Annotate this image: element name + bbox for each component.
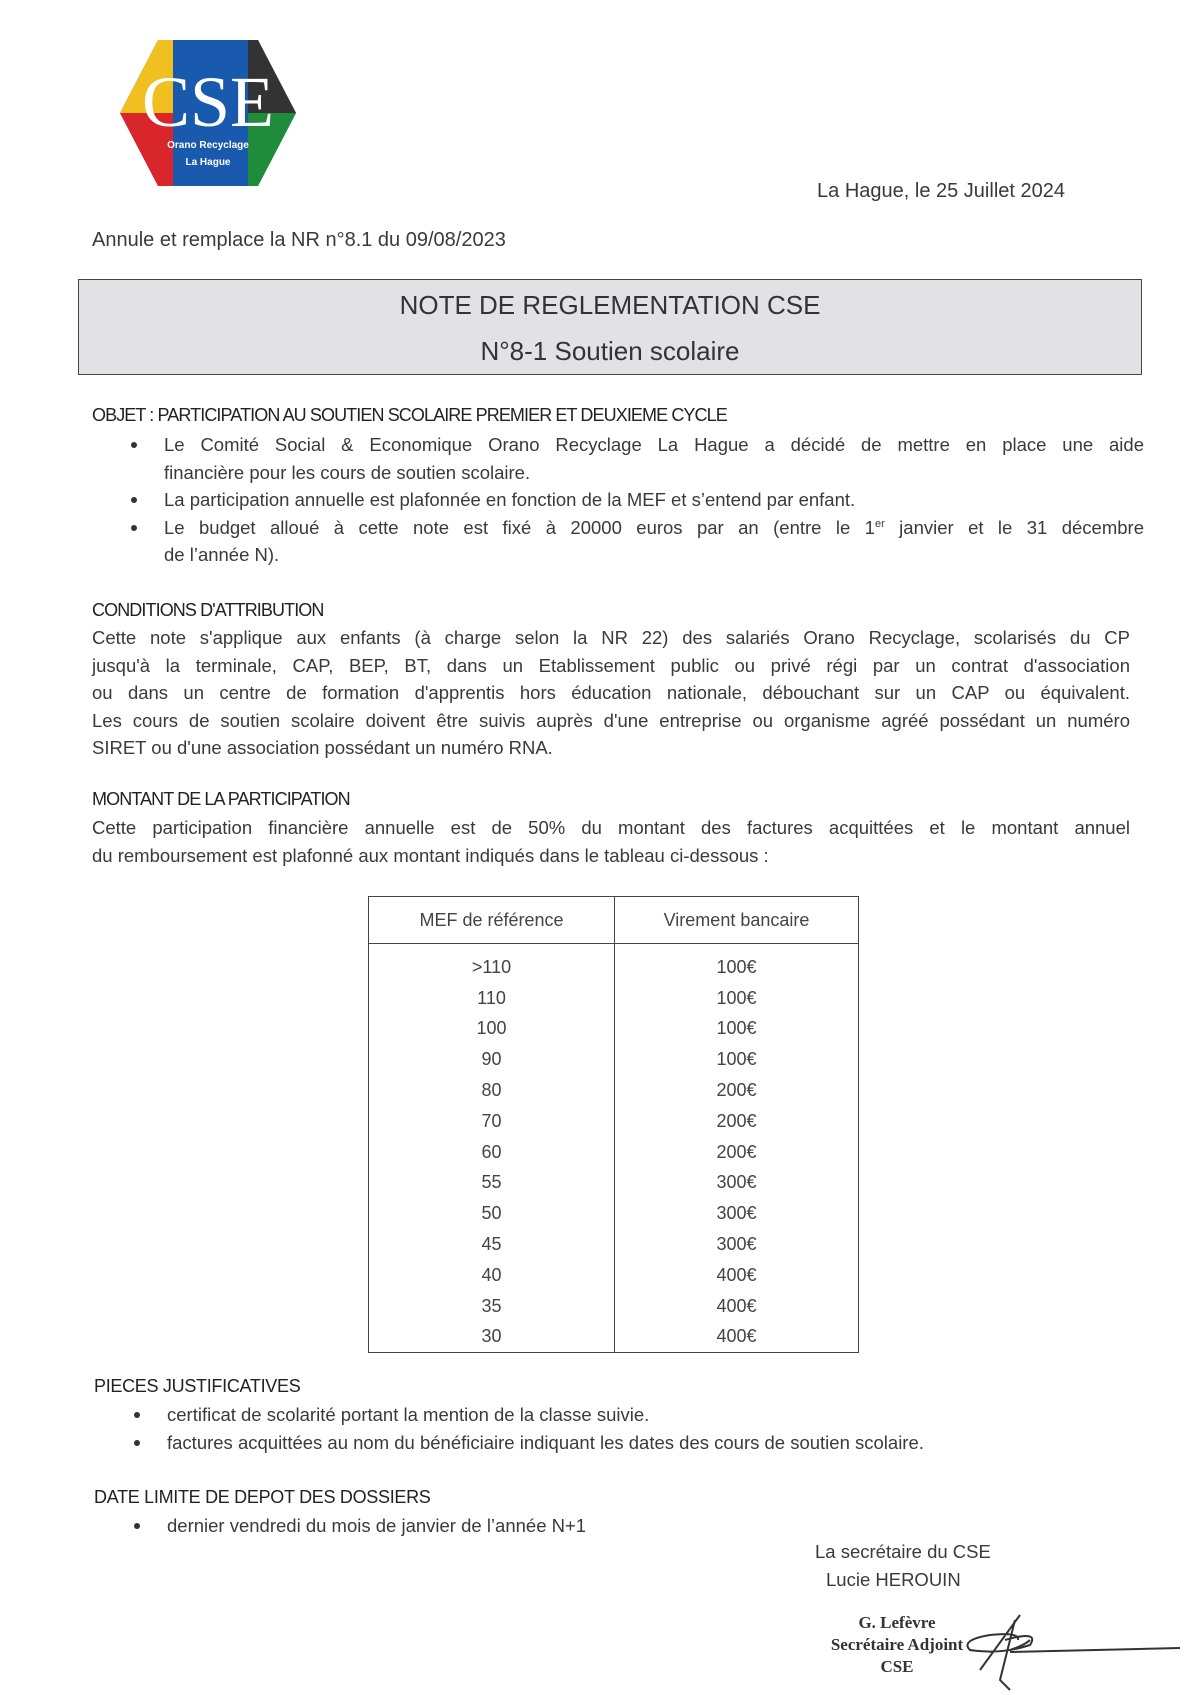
table-row	[369, 1322, 859, 1353]
table-row	[369, 1168, 859, 1199]
mef-cell: 70	[369, 1106, 615, 1137]
mef-cell: >110	[369, 944, 615, 983]
amount-cell: 400€	[615, 1322, 859, 1353]
table-row	[369, 983, 859, 1014]
mef-cell: 100	[369, 1014, 615, 1045]
objet-heading: OBJET : PARTICIPATION AU SOUTIEN SCOLAIRE PREMIER ET DEUXIEME CYCLE	[92, 405, 727, 425]
amount-cell: 100€	[615, 1014, 859, 1045]
bullet-icon	[134, 1523, 140, 1529]
title-box	[78, 279, 1142, 375]
amount-cell: 400€	[615, 1260, 859, 1291]
mef-cell: 110	[369, 983, 615, 1014]
svg-text:La Hague: La Hague	[185, 157, 231, 168]
list-item: Le Comité Social & Economique Orano Recyclage La Hague a décidé de mettre en place une aide financière pour les cours de soutien scolaire.	[164, 431, 1144, 486]
mef-cell: 30	[369, 1322, 615, 1353]
list-item: certificat de scolarité portant la mention de la classe suivie.	[167, 1401, 1147, 1429]
logo-text: CSE	[141, 62, 275, 142]
mef-cell: 35	[369, 1291, 615, 1322]
bullet-icon	[131, 525, 137, 531]
amount-cell: 300€	[615, 1168, 859, 1199]
column-header: MEF de référence	[369, 897, 615, 944]
replaces-note: Annule et remplace la NR n°8.1 du 09/08/2023	[92, 229, 506, 251]
participation-table	[368, 896, 859, 1353]
deadline-list	[167, 1512, 1147, 1540]
secretary-title: La secrétaire du CSE	[815, 1541, 991, 1562]
handwritten-signature	[960, 1610, 1190, 1695]
table-row	[369, 1260, 859, 1291]
bullet-icon	[131, 497, 137, 503]
list-item: Le budget alloué à cette note est fixé à 20000 euros par an (entre le 1er janvier et le 31 décembre de l’année N).	[164, 514, 1144, 569]
title-line-2: N°8-1 Soutien scolaire	[480, 336, 740, 366]
pieces-list	[167, 1401, 1147, 1456]
amount-cell: 300€	[615, 1229, 859, 1260]
mef-cell: 45	[369, 1229, 615, 1260]
table-row	[369, 1198, 859, 1229]
list-item: factures acquittées au nom du bénéficiaire indiquant les dates des cours de soutien scolaire.	[167, 1429, 1147, 1457]
column-header: Virement bancaire	[615, 897, 859, 944]
table-row	[369, 1137, 859, 1168]
amount-cell: 400€	[615, 1291, 859, 1322]
objet-bullets	[164, 431, 1144, 569]
table-row	[369, 1075, 859, 1106]
bullet-icon	[134, 1412, 140, 1418]
document-date: La Hague, le 25 Juillet 2024	[817, 180, 1065, 202]
mef-cell: 90	[369, 1044, 615, 1075]
bullet-icon	[131, 442, 137, 448]
mef-cell: 50	[369, 1198, 615, 1229]
amount-cell: 100€	[615, 983, 859, 1014]
montant-heading: MONTANT DE LA PARTICIPATION	[92, 789, 350, 809]
mef-cell: 55	[369, 1168, 615, 1199]
deadline-heading: DATE LIMITE DE DEPOT DES DOSSIERS	[94, 1487, 431, 1507]
table-row	[369, 944, 859, 983]
title-line-1: NOTE DE REGLEMENTATION CSE	[399, 290, 821, 320]
list-item: La participation annuelle est plafonnée en fonction de la MEF et s’entend par enfant.	[164, 486, 1144, 514]
signature-stamp: G. Lefèvre Secrétaire Adjoint CSE	[830, 1613, 964, 1676]
table-row	[369, 1106, 859, 1137]
cse-logo	[118, 38, 298, 188]
amount-cell: 100€	[615, 1044, 859, 1075]
table-row	[369, 1291, 859, 1322]
amount-cell: 300€	[615, 1198, 859, 1229]
mef-cell: 40	[369, 1260, 615, 1291]
list-item: dernier vendredi du mois de janvier de l’année N+1	[167, 1512, 1147, 1540]
montant-paragraph: Cette participation financière annuelle est de 50% du montant des factures acquittées et le montant annuel du remboursement est plafonné aux montant indiqués dans le tableau ci-dessous :	[92, 817, 1130, 866]
secretary-name: Lucie HEROUIN	[826, 1569, 961, 1590]
svg-text:Orano Recyclage: Orano Recyclage	[167, 140, 249, 151]
amount-cell: 100€	[615, 944, 859, 983]
mef-cell: 60	[369, 1137, 615, 1168]
amount-cell: 200€	[615, 1075, 859, 1106]
bullet-icon	[134, 1440, 140, 1446]
amount-cell: 200€	[615, 1137, 859, 1168]
table-row	[369, 1044, 859, 1075]
conditions-paragraph: Cette note s'applique aux enfants (à charge selon la NR 22) des salariés Orano Recyclage, scolarisés du CP jusqu'à la terminale, CAP, BEP, BT, dans un Etablissement public ou privé régi par un contrat d'association ou dans un centre de formation d'apprentis hors éducation nationale, débouchant sur un CAP ou équivalent. Les cours de soutien scolaire doivent être suivis auprès d'une entreprise ou organisme agréé possédant un numéro SIRET ou d'une association possédant un numéro RNA.	[92, 627, 1130, 758]
conditions-heading: CONDITIONS D'ATTRIBUTION	[92, 600, 324, 620]
table-row	[369, 1229, 859, 1260]
amount-cell: 200€	[615, 1106, 859, 1137]
pieces-heading: PIECES JUSTIFICATIVES	[94, 1376, 301, 1396]
mef-cell: 80	[369, 1075, 615, 1106]
table-row	[369, 1014, 859, 1045]
